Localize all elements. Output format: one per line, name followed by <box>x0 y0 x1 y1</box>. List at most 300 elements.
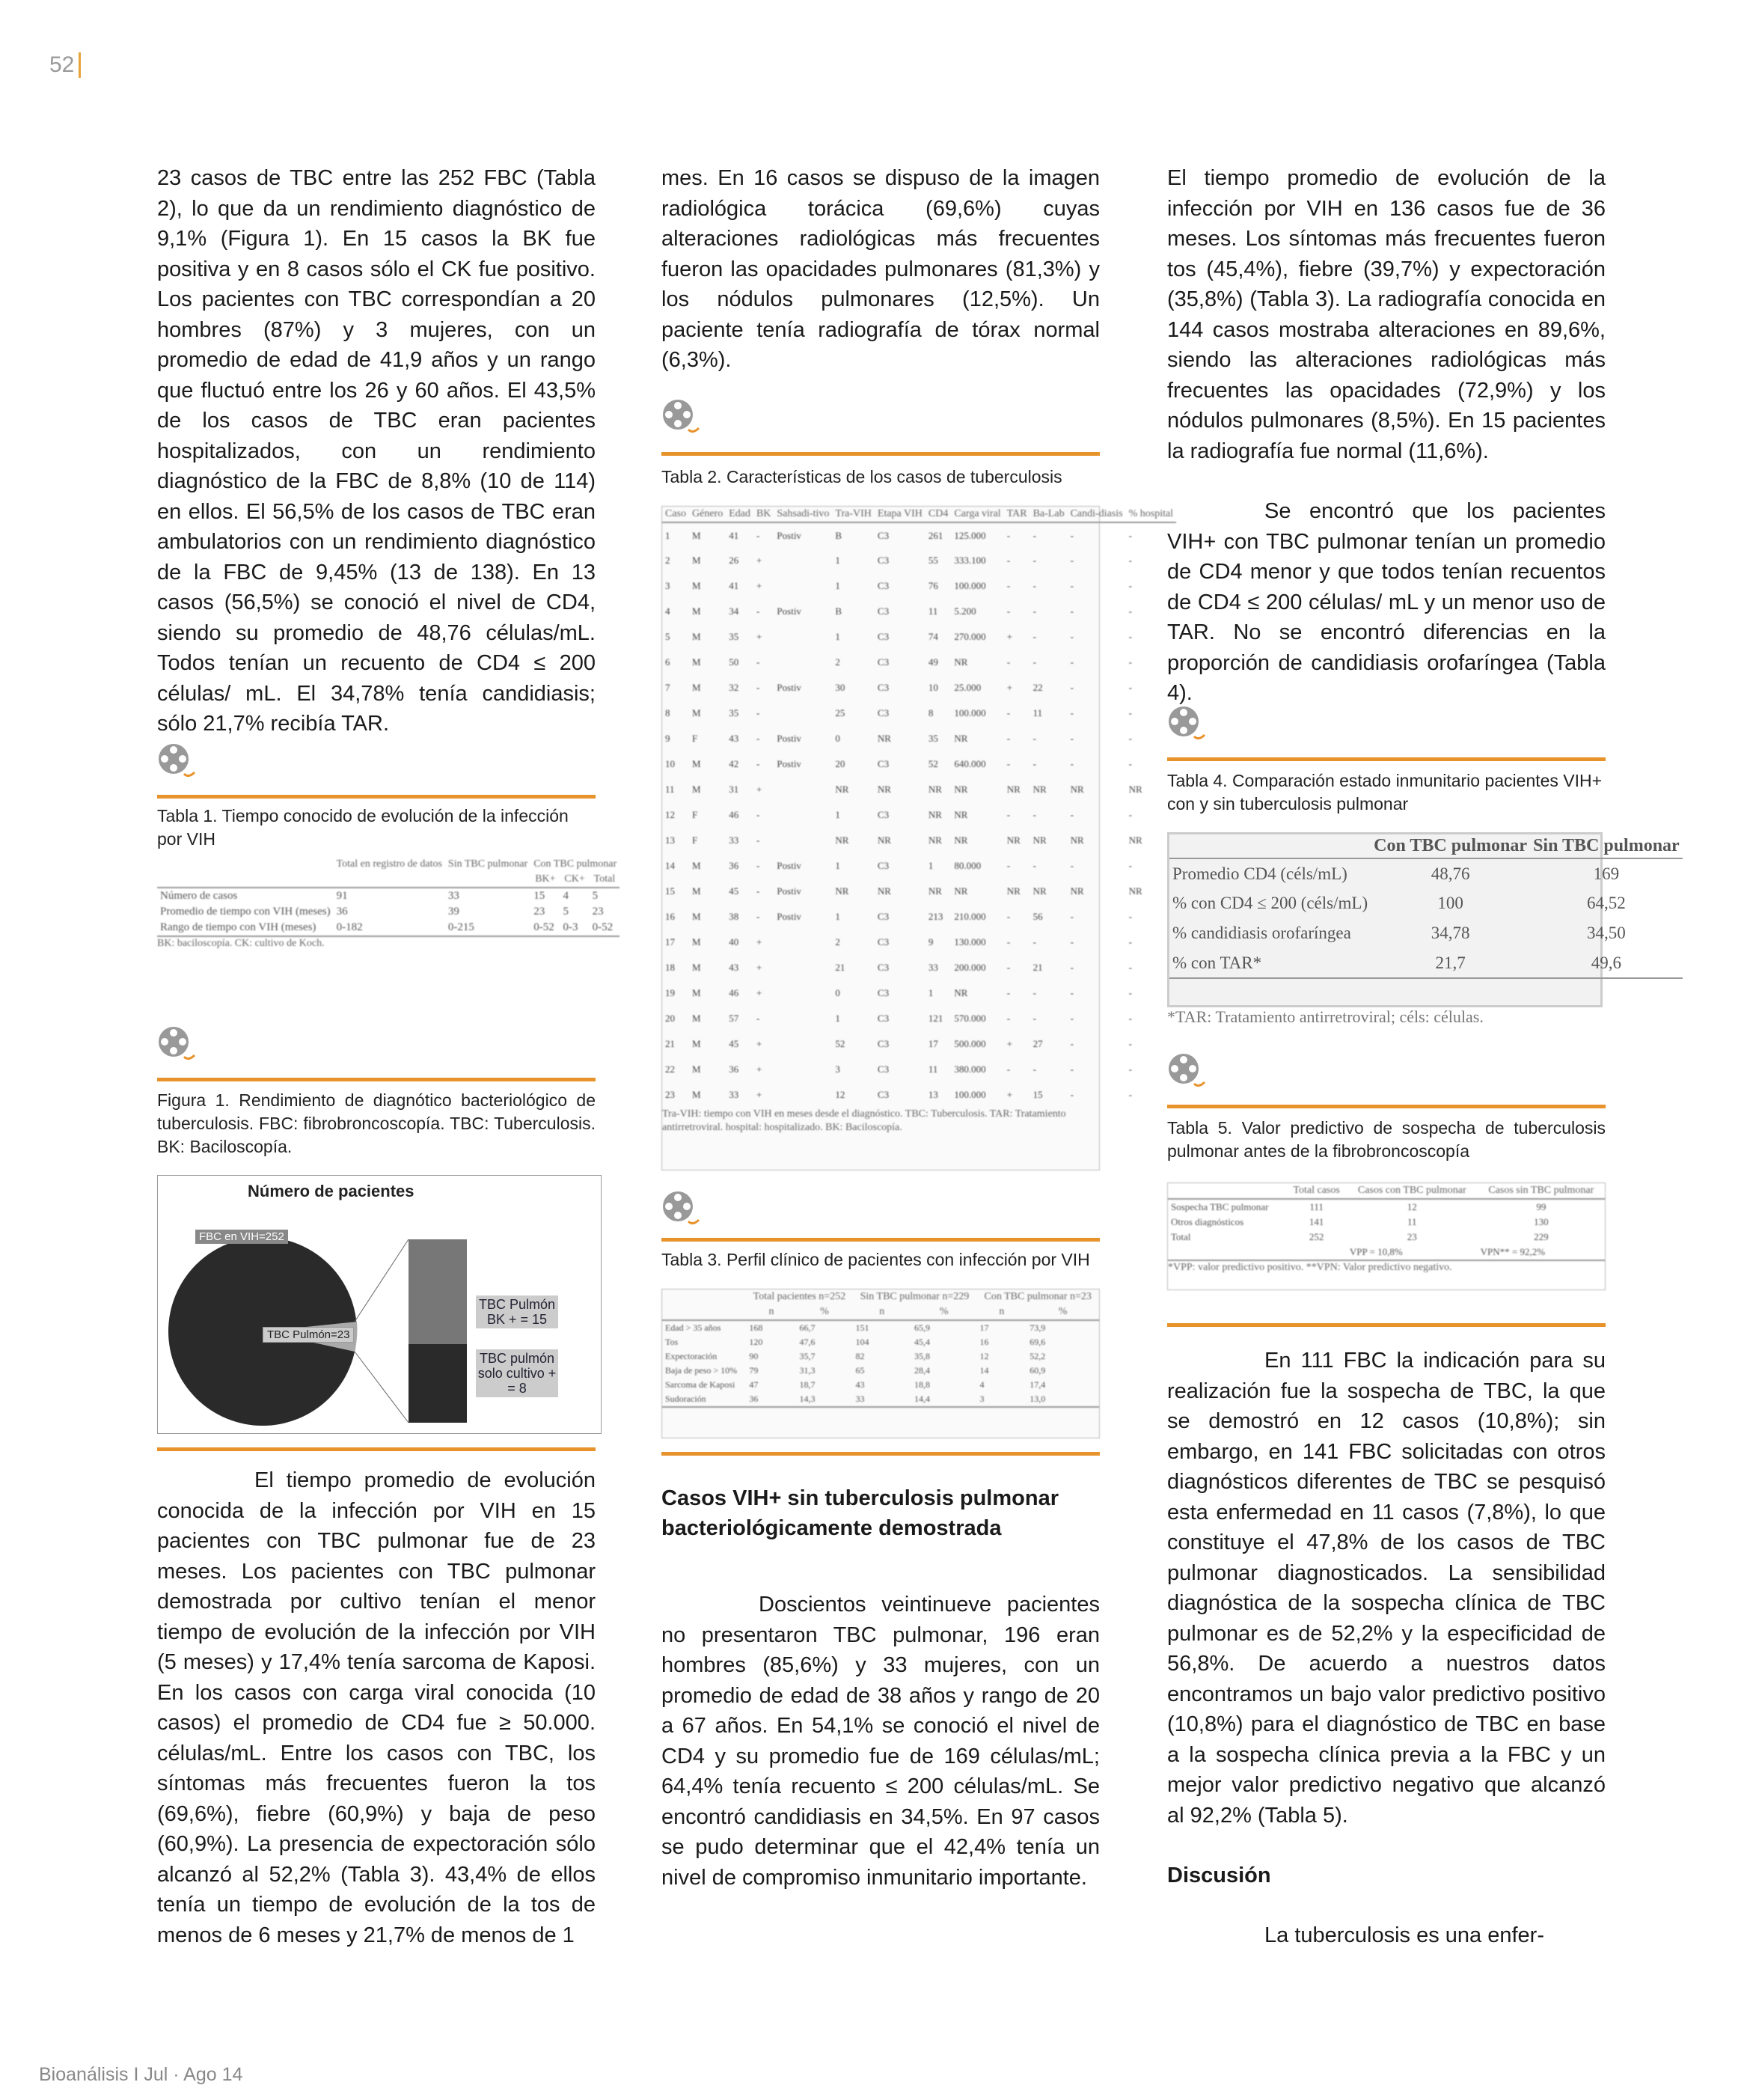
cell <box>774 573 832 599</box>
cell: 55 <box>928 555 938 566</box>
cell: NR <box>835 784 849 795</box>
cell: 17,4 <box>1029 1379 1046 1390</box>
cell: 47 <box>749 1379 759 1390</box>
cell: 23 <box>665 1089 675 1100</box>
cell: 0-3 <box>560 920 590 936</box>
cell: 43 <box>729 733 739 744</box>
cell: - <box>756 707 760 718</box>
cell: 14,4 <box>911 1392 977 1407</box>
cell: 49 <box>928 656 938 668</box>
cell: 25 <box>835 707 845 718</box>
cell: C3 <box>877 580 890 591</box>
cell: - <box>1128 580 1132 591</box>
cell: 0-52 <box>590 920 620 936</box>
cell: - <box>1070 1038 1074 1049</box>
orange-rule <box>661 1452 1100 1456</box>
t4-h1: Sin TBC pulmonar <box>1530 834 1683 858</box>
table-row <box>662 522 1176 548</box>
cell: 252 <box>1309 1231 1324 1242</box>
cell: - <box>1128 1063 1132 1075</box>
cell: Promedio CD4 (céls/mL) <box>1172 864 1347 883</box>
cell: Total <box>1171 1231 1191 1242</box>
cell: 25.000 <box>954 682 982 693</box>
cell: 5 <box>563 906 569 918</box>
cell: 33 <box>852 1392 911 1407</box>
cell: 99 <box>1536 1201 1546 1212</box>
cell: + <box>1006 631 1013 642</box>
cell <box>774 930 832 955</box>
cell: 120 <box>749 1337 763 1347</box>
table-row <box>662 1082 1176 1108</box>
cell: NR <box>954 809 968 820</box>
cell: + <box>756 580 762 591</box>
cell: 35,8 <box>914 1351 930 1361</box>
cell: NR <box>1128 834 1142 846</box>
cell: 151 <box>855 1322 869 1333</box>
cell: - <box>1032 580 1036 591</box>
cell: 210.000 <box>954 911 986 922</box>
table-row <box>662 1392 1099 1407</box>
cell: 52 <box>835 1038 845 1049</box>
cell: - <box>1006 962 1011 973</box>
cell: Postiv <box>777 860 801 871</box>
t1-h2: Con TBC pulmonar <box>533 858 617 870</box>
cell: 45 <box>729 885 739 897</box>
cell: C3 <box>877 656 890 668</box>
cell: 20 <box>835 758 845 769</box>
cell: - <box>1070 682 1074 693</box>
bar-bk <box>409 1239 467 1344</box>
vpp: VPP = 10,8% <box>1347 1245 1478 1260</box>
table-row <box>662 930 1176 955</box>
cell: 125.000 <box>954 529 986 541</box>
cell: NR <box>954 885 968 897</box>
cell <box>774 548 832 573</box>
cell: 2 <box>835 656 840 668</box>
table-row <box>1169 918 1683 948</box>
cell: 17 <box>979 1322 989 1333</box>
cell: 121 <box>928 1013 943 1024</box>
cell: - <box>1070 555 1074 566</box>
cell: 270.000 <box>954 631 986 642</box>
t2-header: % hospital <box>1126 507 1177 522</box>
cell: F <box>692 733 698 744</box>
t5-h0: Total casos <box>1286 1183 1347 1199</box>
cell: C3 <box>877 605 890 617</box>
cell: 14 <box>979 1365 989 1376</box>
film-reel-icon <box>1167 705 1200 738</box>
cell: 65 <box>855 1365 865 1376</box>
cell: - <box>756 809 760 820</box>
sh: % <box>797 1304 853 1320</box>
cell: 130 <box>1534 1216 1549 1227</box>
cell: 22 <box>665 1063 675 1075</box>
table-row <box>1169 948 1683 978</box>
t3-h1: Sin TBC pulmonar n=229 <box>860 1291 970 1302</box>
cell: - <box>1128 911 1132 922</box>
cell: - <box>1128 809 1132 820</box>
col3-paragraph-3: En 111 FBC la indicación para su realización fue la sospecha de TBC, la que se demostró en 12 casos (10,8%); sin embargo, en 141 FBC solicitadas con otros diagnósticos diferentes de TBC se pesquisó esta enfermedad en 11 casos (7,8%), lo que constituye el 47,8% de los casos de TBC pulmonar diagnosticados. La sensibilidad diagnóstica de la sospecha clínica de TBC pulmonar es de 52,2% y la especificidad de 56,8%. De acuerdo a nuestros datos encontramos un bajo valor predictivo positivo (10,8%) para el diagnóstico de TBC en base a la sospecha clínica previa a la FBC y un mejor valor predictivo negativo que alcanzó al 92,2% (Tabla 5). <box>1167 1349 1606 1828</box>
cell: - <box>1128 1013 1132 1024</box>
cell: NR <box>954 733 968 744</box>
cell: - <box>1006 809 1011 820</box>
t2-header: TAR <box>1004 507 1030 522</box>
t2-header: Edad <box>726 507 753 522</box>
table-row <box>1168 1230 1605 1245</box>
cell: 31,3 <box>799 1365 816 1376</box>
tabla2 <box>661 506 1174 1170</box>
cell: - <box>1070 733 1074 744</box>
t2-header: Candi-diasis <box>1068 507 1126 522</box>
t2-header: Carga viral <box>951 507 1003 522</box>
cell: - <box>756 529 760 541</box>
col3-paragraph-4: La tuberculosis es una enfer- <box>1264 1923 1544 1947</box>
cell: 1 <box>928 860 934 871</box>
t2-header: Género <box>689 507 726 522</box>
cell: - <box>1032 529 1036 541</box>
cell: M <box>692 631 701 642</box>
cell: 5.200 <box>954 605 976 617</box>
cell: 11 <box>665 784 675 795</box>
cell: M <box>692 580 701 591</box>
cell: 28,4 <box>914 1365 930 1376</box>
table-row <box>662 1378 1099 1392</box>
cell: 0-215 <box>445 920 530 936</box>
cell: NR <box>1006 784 1021 795</box>
table-row <box>662 1364 1099 1378</box>
cell: 33 <box>447 890 459 902</box>
cell: - <box>1070 707 1074 718</box>
cell: 52,2 <box>1029 1351 1046 1361</box>
cell: - <box>1006 758 1011 769</box>
cell: 229 <box>1534 1231 1549 1242</box>
label-total: FBC en VIH=252 <box>195 1230 288 1244</box>
cell: 100.000 <box>954 580 986 591</box>
cell: 15 <box>665 885 675 897</box>
cell: M <box>692 529 701 541</box>
cell: 41 <box>729 580 739 591</box>
cell: - <box>1070 605 1074 617</box>
cell: 1 <box>665 529 670 541</box>
cell: 14 <box>665 860 675 871</box>
cell: - <box>1128 733 1132 744</box>
cell: 45 <box>729 1038 739 1049</box>
cell: M <box>692 1089 701 1100</box>
cell: C3 <box>877 1089 890 1100</box>
table-row <box>1168 1215 1605 1230</box>
cell: + <box>1006 682 1013 693</box>
orange-rule <box>1167 757 1606 761</box>
label-cultivo: TBC pulmón solo cultivo + = 8 <box>476 1349 558 1397</box>
table-row <box>662 1006 1176 1031</box>
cell: M <box>692 682 701 693</box>
cell: M <box>692 1013 701 1024</box>
table-row <box>662 751 1176 777</box>
cell: 31 <box>729 784 739 795</box>
cell: - <box>1128 1038 1132 1049</box>
figura1-caption: Figura 1. Rendimiento de diagnótico bacteriológico de tuberculosis. FBC: fibrobroncoscopía. TBC: Tuberculosis. BK: Baciloscopía. <box>157 1090 596 1156</box>
t2-header: Caso <box>662 507 689 522</box>
cell: - <box>756 733 760 744</box>
cell: - <box>1128 656 1132 668</box>
cell: - <box>1128 962 1132 973</box>
cell: 38 <box>729 911 739 922</box>
cell: 1 <box>835 911 840 922</box>
orange-rule <box>661 1238 1100 1242</box>
cell: C3 <box>877 529 890 541</box>
cell: NR <box>928 809 942 820</box>
cell: + <box>756 1063 762 1075</box>
cell: - <box>756 911 760 922</box>
cell: - <box>756 1013 760 1024</box>
cell: 76 <box>928 580 938 591</box>
cell: M <box>692 987 701 998</box>
table-row <box>662 777 1176 802</box>
table-row <box>662 955 1176 980</box>
cell: Promedio de tiempo con VIH (meses) <box>160 906 331 918</box>
cell: 43 <box>855 1379 865 1390</box>
cell: 200.000 <box>954 962 986 973</box>
t2-header: Tra-VIH <box>832 507 874 522</box>
cell: 39 <box>447 906 459 918</box>
film-reel-icon <box>1167 1052 1200 1085</box>
cell: Otros diagnósticos <box>1171 1216 1244 1227</box>
cell: - <box>1128 758 1132 769</box>
table-row <box>662 802 1176 828</box>
table-row <box>662 828 1176 853</box>
cell: 500.000 <box>954 1038 986 1049</box>
cell: - <box>1070 1013 1074 1024</box>
cell: % con CD4 ≤ 200 (céls/mL) <box>1172 894 1368 912</box>
tabla3 <box>661 1289 1100 1438</box>
t1-h1: Sin TBC pulmonar <box>447 858 528 870</box>
cell: NR <box>1070 885 1084 897</box>
cell: 3 <box>835 1063 840 1075</box>
tabla4-note: *TAR: Tratamiento antirretroviral; céls: células. <box>1167 1007 1484 1026</box>
column-1-cont <box>157 1465 596 1950</box>
cell: 570.000 <box>954 1013 986 1024</box>
cell: NR <box>835 885 849 897</box>
cell: % candidiasis orofaríngea <box>1172 924 1351 942</box>
cell: 40 <box>729 936 739 947</box>
cell: 74 <box>928 631 938 642</box>
cell: 0 <box>835 987 840 998</box>
table-row <box>662 726 1176 751</box>
discussion-heading: Discusión <box>1167 1864 1271 1887</box>
cell <box>774 980 832 1006</box>
cell: - <box>1128 860 1132 871</box>
cell: - <box>1006 1013 1011 1024</box>
cell: NR <box>928 834 942 846</box>
cell: 41 <box>729 529 739 541</box>
cell: 1 <box>835 1013 840 1024</box>
t2-header: Ba-Lab <box>1030 507 1068 522</box>
cell: NR <box>1032 834 1047 846</box>
cell: 11 <box>928 1063 938 1075</box>
cell: 100.000 <box>954 1089 986 1100</box>
column-2 <box>661 163 1100 376</box>
tabla2-note: Tra-VIH: tiempo con VIH en meses desde el diagnóstico. TBC: Tuberculosis. TAR: Tratamiento antirretroviral. hospital: hospitalizado. BK: Baciloscopía. <box>662 1108 1066 1133</box>
cell: 69,6 <box>1029 1337 1046 1347</box>
cell: 46 <box>729 809 739 820</box>
t3-h2: Con TBC pulmonar n=23 <box>984 1291 1092 1302</box>
film-reel-icon <box>157 742 190 775</box>
cell: NR <box>1032 784 1047 795</box>
cell: Sudoración <box>662 1392 746 1407</box>
cell: 1 <box>835 809 840 820</box>
cell: 3 <box>665 580 670 591</box>
cell: B <box>835 605 842 617</box>
cell: 12 <box>979 1351 989 1361</box>
cell: - <box>1070 580 1074 591</box>
cell: 56 <box>1032 911 1043 922</box>
cell: 60,9 <box>1029 1365 1046 1376</box>
cell: 43 <box>729 962 739 973</box>
tabla5 <box>1167 1182 1606 1290</box>
cell: 45,4 <box>914 1337 930 1347</box>
cell: 33 <box>928 962 938 973</box>
cell: 8 <box>928 707 934 718</box>
cell: 35 <box>729 707 739 718</box>
table-row <box>662 980 1176 1006</box>
cell: 22 <box>1032 682 1043 693</box>
cell: NR <box>954 987 968 998</box>
film-reel-icon <box>157 1025 190 1058</box>
cell: - <box>1006 605 1011 617</box>
cell: 333.100 <box>954 555 986 566</box>
cell: - <box>1032 1013 1036 1024</box>
label-tbc: TBC Pulmón=23 <box>263 1327 354 1343</box>
cell: 6 <box>665 656 670 668</box>
cell: - <box>1032 987 1036 998</box>
table-row <box>1168 1199 1605 1215</box>
table-row <box>662 675 1176 700</box>
cell: NR <box>877 733 891 744</box>
col1-paragraph-2: El tiempo promedio de evolución conocida de la infección por VIH en 15 pacientes con TBC pulmonar fue de 23 meses. Los pacientes con TBC pulmonar demostrada por cultivo tenían el menor tiempo de evolución de la infección por VIH (5 meses) y 17,4% tenía sarcoma de Kaposi. En los casos con carga viral conocida (10 casos) el promedio de CD4 fue ≥ 50.000. células/mL. Entre los casos con TBC, los síntomas más frecuentes fueron la tos (69,6%), fiebre (60,9%) y baja de peso (60,9%). La presencia de expectoración sólo alcanzó al 52,2% (Tabla 3). 43,4% de ellos tenía un tiempo de evolución de la tos de menos de 6 meses y 21,7% de menos de 1 <box>157 1468 596 1947</box>
cell: - <box>1070 656 1074 668</box>
cell: 91 <box>336 890 348 902</box>
tabla5-caption: Tabla 5. Valor predictivo de sospecha de tuberculosis pulmonar antes de la fibrobroncoscopía <box>1167 1118 1606 1161</box>
cell: - <box>1006 987 1011 998</box>
sh: n <box>746 1304 796 1320</box>
cell: 104 <box>855 1337 869 1347</box>
cell: C3 <box>877 1063 890 1075</box>
cell: - <box>1006 733 1011 744</box>
cell: F <box>692 809 698 820</box>
cell: 17 <box>928 1038 938 1049</box>
cell: 4 <box>979 1379 985 1390</box>
cell: Edad > 35 años <box>665 1322 721 1333</box>
cell: 17 <box>665 936 675 947</box>
cell: F <box>692 834 698 846</box>
table-row <box>1169 858 1683 888</box>
tabla1 <box>157 857 617 984</box>
cell: + <box>756 1038 762 1049</box>
cell: NR <box>1128 885 1142 897</box>
cell: 18,7 <box>799 1379 816 1390</box>
cell: - <box>1070 962 1074 973</box>
cell: - <box>756 656 760 668</box>
tabla4 <box>1167 832 1680 1007</box>
tabla5-note: *VPP: valor predictivo positivo. **VPN: Valor predictivo negativo. <box>1168 1262 1452 1273</box>
cell: 4 <box>563 890 569 902</box>
table-row <box>1169 888 1683 918</box>
cell: Postiv <box>777 682 801 693</box>
cell: 27 <box>1032 1038 1043 1049</box>
cell: 21 <box>835 962 845 973</box>
cell: 48,76 <box>1431 864 1470 883</box>
table-row <box>662 650 1176 675</box>
cell: NR <box>1128 784 1142 795</box>
cell: - <box>1006 860 1011 871</box>
cell: - <box>1070 1063 1074 1075</box>
cell: C3 <box>877 707 890 718</box>
bar-cultivo <box>409 1344 467 1423</box>
cell: + <box>1006 1089 1013 1100</box>
cell: - <box>1128 631 1132 642</box>
cell: - <box>1032 860 1036 871</box>
cell: + <box>756 1089 762 1100</box>
cell: - <box>1070 758 1074 769</box>
cell: 42 <box>729 758 739 769</box>
cell: - <box>1006 580 1011 591</box>
cell: 35 <box>729 631 739 642</box>
t2-header: Sahsadi-tivo <box>774 507 832 522</box>
cell: 34,50 <box>1587 924 1626 942</box>
film-reel-icon <box>661 1190 694 1223</box>
cell: Postiv <box>777 885 801 897</box>
cell: - <box>756 860 760 871</box>
cell: - <box>1128 682 1132 693</box>
table-row <box>157 888 619 904</box>
tabla3-caption: Tabla 3. Perfil clínico de pacientes con infección por VIH <box>661 1250 1090 1269</box>
cell: 640.000 <box>954 758 986 769</box>
t1-sh0: BK+ <box>530 872 560 888</box>
cell: NR <box>1006 834 1021 846</box>
cell: M <box>692 707 701 718</box>
cell: - <box>1032 1063 1036 1075</box>
cell: C3 <box>877 860 890 871</box>
column-3-cont <box>1167 1346 1606 1951</box>
cell: - <box>1070 936 1074 947</box>
cell: 1 <box>835 631 840 642</box>
cell: 9 <box>665 733 670 744</box>
cell: M <box>692 656 701 668</box>
cell: M <box>692 911 701 922</box>
table-row <box>662 904 1176 930</box>
cell: 111 <box>1309 1201 1324 1212</box>
cell: - <box>1032 809 1036 820</box>
table-row <box>662 599 1176 624</box>
cell: 32 <box>729 682 739 693</box>
cell: 8 <box>665 707 670 718</box>
t4-h0: Con TBC pulmonar <box>1371 834 1530 858</box>
table-row <box>662 548 1176 573</box>
cell: NR <box>928 784 942 795</box>
cell: % con TAR* <box>1169 948 1371 978</box>
cell: 23 <box>592 906 604 918</box>
cell: - <box>1128 707 1132 718</box>
cell: NR <box>1006 885 1021 897</box>
orange-rule <box>1167 1105 1606 1108</box>
cell: 21 <box>665 1038 675 1049</box>
cell: 0-52 <box>530 920 560 936</box>
cell: 13,0 <box>1027 1392 1099 1407</box>
cell: - <box>1128 555 1132 566</box>
cell: 13 <box>928 1089 938 1100</box>
cell: M <box>692 962 701 973</box>
cell: 35 <box>928 733 938 744</box>
